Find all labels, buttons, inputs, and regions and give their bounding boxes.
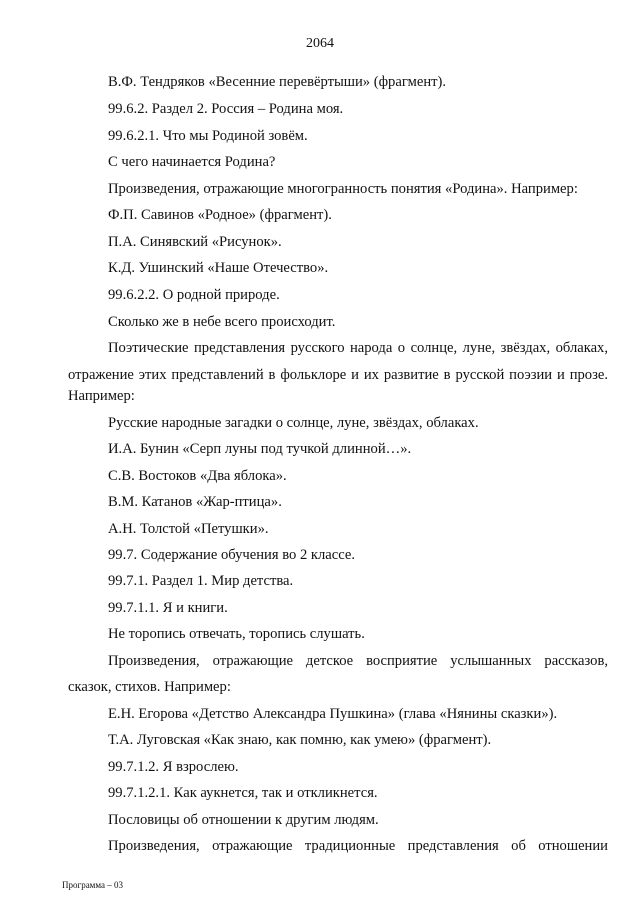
section-heading: 99.7.1.2. Я взрослею. xyxy=(108,759,239,775)
paragraph-line: Например: xyxy=(68,388,135,404)
section-heading: 99.7.1. Раздел 1. Мир детства. xyxy=(108,573,294,589)
paragraph-line: Произведения, отражающие традиционные представления об отношении xyxy=(108,838,608,854)
paragraph-line: сказок, стихов. Например: xyxy=(68,679,231,695)
text-line: Русские народные загадки о солнце, луне, звёздах, облаках. xyxy=(108,415,479,431)
page-number: 2064 xyxy=(306,36,334,51)
text-line: С чего начинается Родина? xyxy=(108,154,276,170)
footer-label: Программа – 03 xyxy=(62,880,124,890)
paragraph-line: отражение этих представлений в фольклоре и их развитие в русской поэзии и прозе. xyxy=(68,367,608,383)
text-line: А.Н. Толстой «Петушки». xyxy=(108,521,269,537)
text-line: Т.А. Луговская «Как знаю, как помню, как умею» (фрагмент). xyxy=(108,732,492,748)
section-heading: 99.7. Содержание обучения во 2 классе. xyxy=(108,547,356,563)
text-line: Пословицы об отношении к другим людям. xyxy=(108,812,379,828)
text-line: Не торопись отвечать, торопись слушать. xyxy=(108,626,365,642)
section-heading: 99.7.1.1. Я и книги. xyxy=(108,600,228,616)
text-line: Е.Н. Егорова «Детство Александра Пушкина» (глава «Нянины сказки»). xyxy=(108,706,558,722)
text-line: С.В. Востоков «Два яблока». xyxy=(108,468,287,484)
paragraph-line: Поэтические представления русского народа о солнце, луне, звёздах, облаках, xyxy=(108,340,608,356)
text-line: В.Ф. Тендряков «Весенние перевёртыши» (фрагмент). xyxy=(108,74,447,90)
text-line: В.М. Катанов «Жар-птица». xyxy=(108,494,282,510)
text-line: П.А. Синявский «Рисунок». xyxy=(108,234,282,250)
text-line: 99.6.2.2. О родной природе. xyxy=(108,287,280,303)
text-line: Сколько же в небе всего происходит. xyxy=(108,314,336,330)
text-line: К.Д. Ушинский «Наше Отечество». xyxy=(108,260,329,276)
section-heading: 99.7.1.2.1. Как аукнется, так и откликнется. xyxy=(108,785,378,801)
text-line: 99.6.2.1. Что мы Родиной зовём. xyxy=(108,128,308,144)
paragraph-line: Произведения, отражающие детское восприятие услышанных рассказов, xyxy=(108,653,608,669)
text-line: 99.6.2. Раздел 2. Россия – Родина моя. xyxy=(108,101,344,117)
text-line: Ф.П. Савинов «Родное» (фрагмент). xyxy=(108,207,332,223)
text-line: И.А. Бунин «Серп луны под тучкой длинной…». xyxy=(108,441,412,457)
text-line: Произведения, отражающие многогранность понятия «Родина». Например: xyxy=(108,181,578,197)
